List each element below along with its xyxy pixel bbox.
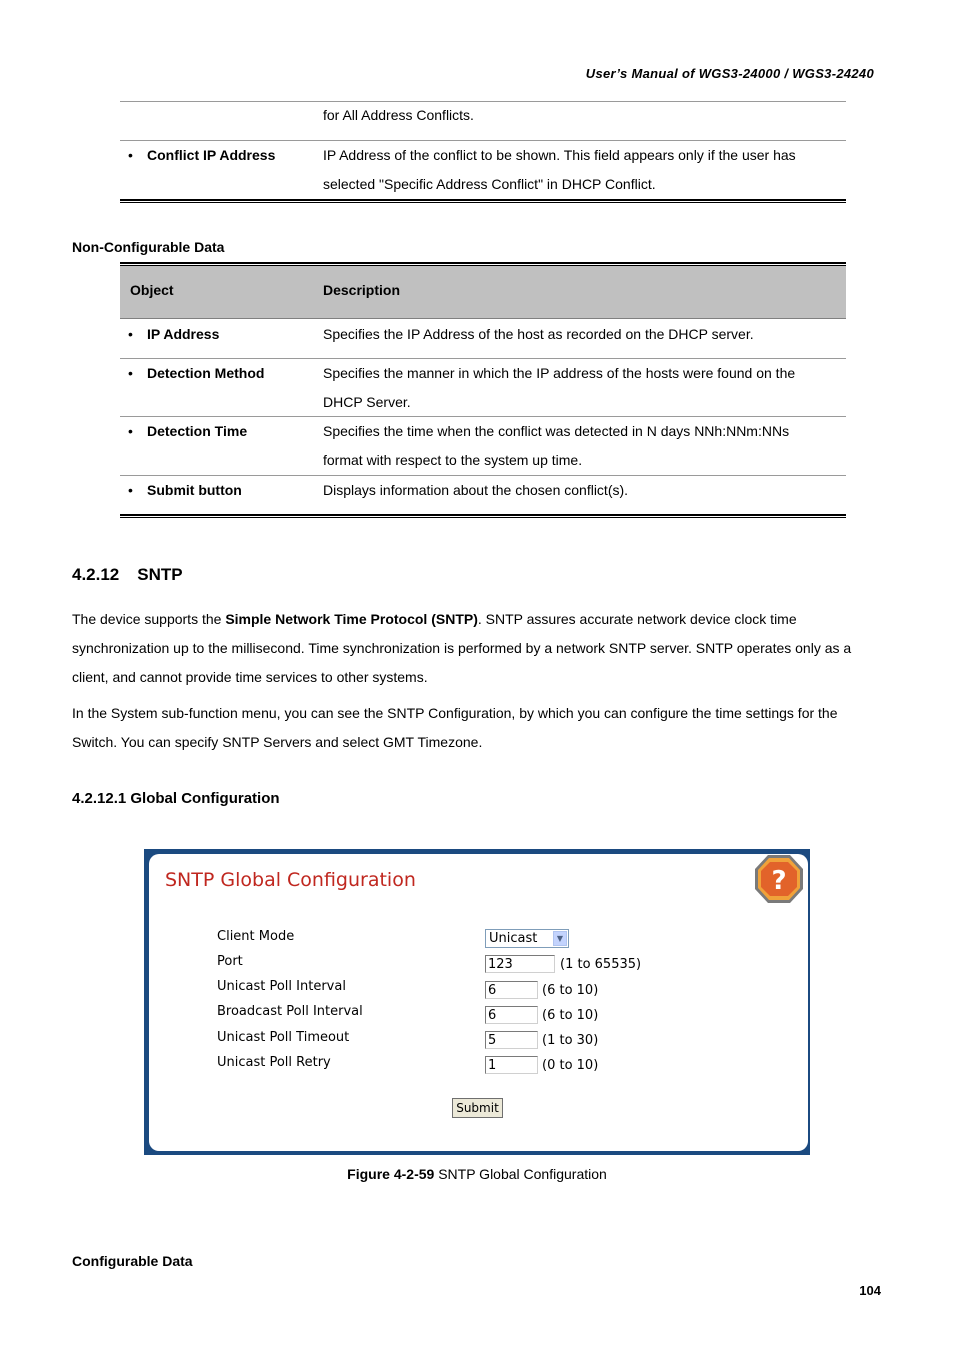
page-number: 104	[859, 1283, 881, 1298]
table-bottom-rule	[120, 199, 846, 203]
section-heading	[72, 565, 183, 585]
figure-caption-text: SNTP Global Configuration	[434, 1166, 607, 1182]
table-bottom-rule	[120, 514, 846, 518]
chevron-down-icon[interactable]: ▼	[553, 931, 567, 946]
svg-text:?: ?	[771, 866, 787, 896]
non-configurable-heading: Non-Configurable Data	[72, 239, 225, 255]
table-cell-object: • Detection Time	[128, 417, 247, 446]
unicast-poll-timeout-input[interactable]: 5	[485, 1031, 538, 1049]
table-cell-object: • Detection Method	[128, 359, 264, 388]
section-number: 4.2.12	[72, 565, 120, 584]
client-mode-value: Unicast	[489, 931, 538, 946]
port-range-hint: (1 to 65535)	[560, 957, 642, 972]
figure-number: Figure 4-2-59	[347, 1166, 435, 1182]
submit-button[interactable]: Submit	[452, 1098, 503, 1118]
table-cell-description: Specifies the time when the conflict was detected in N days NNh:NNm:NNs	[323, 423, 790, 439]
field-label-unicast-poll-timeout: Unicast Poll Timeout	[217, 1030, 350, 1045]
paragraph-text: The device supports the	[72, 611, 226, 627]
table-cell-description: for All Address Conflicts.	[323, 107, 474, 123]
paragraph-text: . SNTP assures accurate network device clock time synchronization up to the millisecond. Time synchronization is performed by a network SNTP server. SNTP operates only as a client, and cannot provide time services to other systems.	[72, 611, 852, 685]
table-cell-description: IP Address of the conflict to be shown. This field appears only if the user has	[323, 147, 796, 163]
table-cell-object: • Conflict IP Address	[128, 141, 275, 170]
column-header-object: Object	[130, 282, 174, 298]
broadcast-poll-interval-hint: (6 to 10)	[542, 1008, 599, 1023]
client-mode-select[interactable]	[485, 929, 569, 948]
help-question-icon[interactable]	[753, 853, 805, 905]
table-cell-description: DHCP Server.	[323, 394, 411, 410]
running-header: User’s Manual of WGS3-24000 / WGS3-24240	[585, 66, 874, 81]
panel-title: SNTP Global Configuration	[165, 869, 416, 891]
unicast-poll-retry-input[interactable]: 1	[485, 1056, 538, 1074]
field-label-broadcast-poll-interval: Broadcast Poll Interval	[217, 1004, 363, 1019]
table-cell-object: • Submit button	[128, 476, 242, 505]
table-cell-description: Displays information about the chosen conflict(s).	[323, 482, 629, 498]
intro-paragraph	[72, 605, 884, 692]
table-cell-object: • IP Address	[128, 320, 219, 349]
broadcast-poll-interval-input[interactable]: 6	[485, 1006, 538, 1024]
field-label-unicast-poll-retry: Unicast Poll Retry	[217, 1055, 331, 1070]
table-cell-description: Specifies the IP Address of the host as recorded on the DHCP server.	[323, 326, 754, 342]
figure-caption	[0, 1166, 954, 1182]
unicast-poll-interval-hint: (6 to 10)	[542, 983, 599, 998]
field-label-port: Port	[217, 954, 243, 969]
section-title: SNTP	[137, 565, 183, 584]
table-cell-description: selected "Specific Address Conflict" in DHCP Conflict.	[323, 176, 656, 192]
unicast-poll-timeout-hint: (1 to 30)	[542, 1033, 599, 1048]
table-cell-description: Specifies the manner in which the IP address of the hosts were found on the	[323, 365, 796, 381]
subsection-heading: 4.2.12.1 Global Configuration	[72, 790, 280, 807]
table-cell-description: format with respect to the system up time.	[323, 452, 583, 468]
table-header-row	[120, 266, 846, 319]
unicast-poll-interval-input[interactable]: 6	[485, 981, 538, 999]
port-input[interactable]: 123	[485, 955, 555, 973]
system-menu-paragraph: In the System sub-function menu, you can see the SNTP Configuration, by which you can configure the time settings for the Switch. You can specify SNTP Servers and select GMT Timezone.	[72, 705, 838, 750]
field-label-client-mode: Client Mode	[217, 929, 295, 944]
column-header-description: Description	[323, 282, 401, 298]
field-label-unicast-poll-interval: Unicast Poll Interval	[217, 979, 346, 994]
unicast-poll-retry-hint: (0 to 10)	[542, 1058, 599, 1073]
configurable-heading: Configurable Data	[72, 1253, 193, 1269]
paragraph-bold-text: Simple Network Time Protocol (SNTP)	[225, 611, 478, 627]
